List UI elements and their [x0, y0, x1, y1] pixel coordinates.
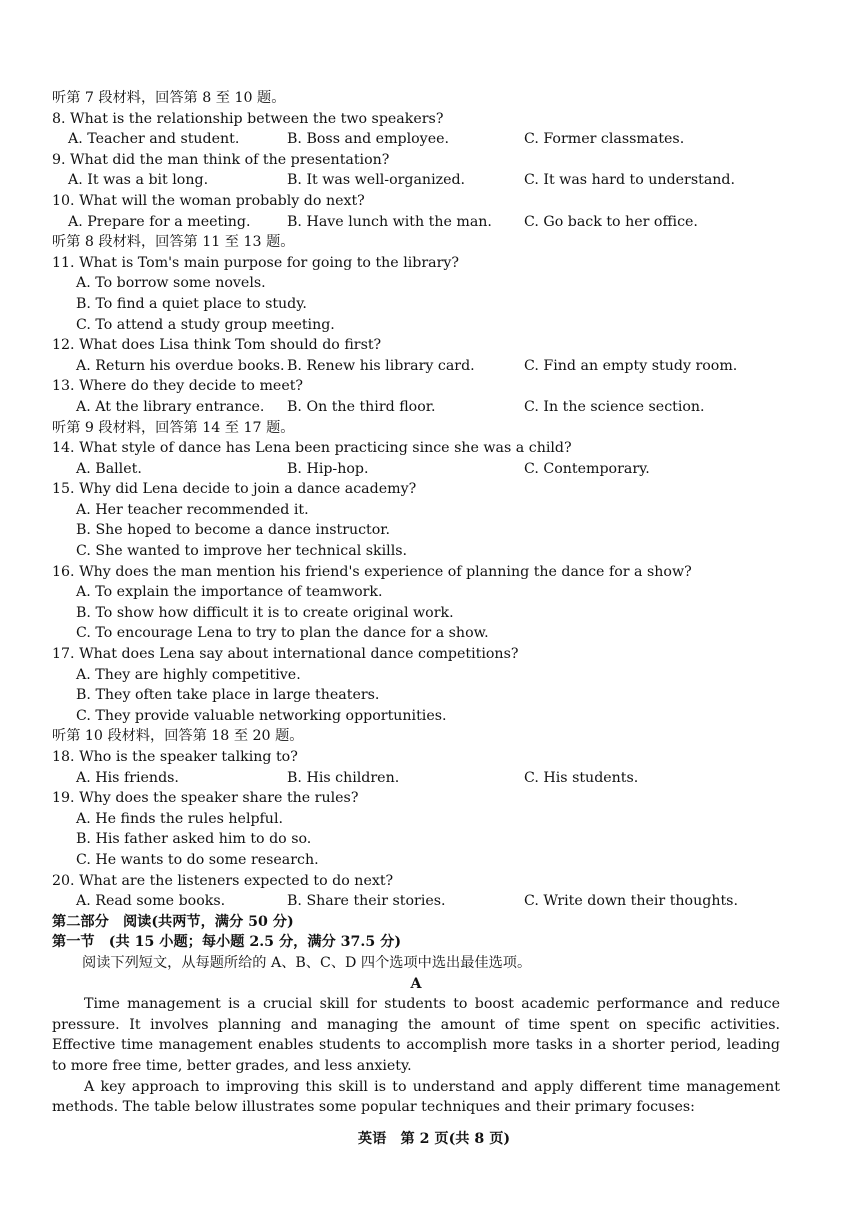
question-14: 14. What style of dance has Lena been practicing since she was a child?: [52, 440, 572, 457]
options-row-10: [52, 212, 780, 233]
section-heading-7: 听第 7 段材料，回答第 8 至 10 题。: [52, 90, 286, 106]
option-15c: C. She wanted to improve her technical skills.: [76, 543, 408, 560]
section-heading-9: 听第 9 段材料，回答第 14 至 17 题。: [52, 419, 295, 436]
option-8b: B. Boss and employee.: [287, 131, 449, 148]
question-9: 9. What did the man think of the presentation?: [52, 151, 390, 168]
options-row-9: [52, 170, 780, 191]
option-20b: B. Share their stories.: [287, 893, 446, 910]
option-19c: C. He wants to do some research.: [76, 851, 319, 868]
option-14c: C. Contemporary.: [524, 460, 650, 477]
question-10: 10. What will the woman probably do next?: [52, 192, 365, 209]
option-13b: B. On the third floor.: [287, 398, 436, 415]
option-15b: B. She hoped to become a dance instructor.: [76, 522, 391, 539]
options-row-12: [52, 356, 780, 377]
option-12c: C. Find an empty study room.: [524, 357, 738, 374]
option-8a: A. Teacher and student.: [68, 131, 240, 148]
part2-section1: 第一节 (共 15 小题；每小题 2.5 分，满分 37.5 分): [52, 934, 402, 951]
option-9b: B. It was well-organized.: [287, 172, 466, 189]
part2-title: 第二部分 阅读(共两节，满分 50 分): [52, 913, 294, 930]
option-20c: C. Write down their thoughts.: [524, 893, 738, 910]
option-16b: B. To show how difficult it is to create original work.: [76, 604, 454, 621]
option-8c: C. Former classmates.: [524, 131, 685, 148]
option-10b: B. Have lunch with the man.: [287, 213, 492, 230]
option-18a: A. His friends.: [76, 769, 179, 786]
page-content: [52, 88, 780, 1118]
question-20: 20. What are the listeners expected to do next?: [52, 872, 394, 889]
question-15: 15. Why did Lena decide to join a dance academy?: [52, 481, 417, 498]
option-9a: A. It was a bit long.: [68, 172, 209, 189]
page-footer: 英语 第 2 页(共 8 页): [357, 1131, 511, 1147]
option-14b: B. Hip-hop.: [287, 460, 369, 477]
option-10a: A. Prepare for a meeting.: [68, 213, 251, 230]
option-13c: C. In the science section.: [524, 398, 705, 415]
option-16c: C. To encourage Lena to try to plan the dance for a show.: [76, 625, 489, 642]
option-10c: C. Go back to her office.: [524, 213, 698, 230]
option-17b: B. They often take place in large theaters.: [76, 687, 380, 704]
option-18b: B. His children.: [287, 769, 400, 786]
option-11b: B. To find a quiet place to study.: [76, 295, 307, 312]
section-heading-8: 听第 8 段材料，回答第 11 至 13 题。: [52, 234, 295, 251]
option-11a: A. To borrow some novels.: [76, 275, 266, 292]
passage-paragraph-1: Time management is a crucial skill for students to boost academic performance and reduce pressure. It involves planning and managing the amount of time spent on specific activities. Effective time management enables students to accomplish more tasks in a shorter period, leading to more free time, better grades, and less anxiety.: [52, 996, 780, 1074]
options-row-14: [52, 459, 780, 480]
options-row-18: [52, 768, 780, 789]
option-13a: A. At the library entrance.: [76, 398, 265, 415]
question-19: 19. Why does the speaker share the rules?: [52, 790, 359, 807]
option-12b: B. Renew his library card.: [287, 357, 475, 374]
question-12: 12. What does Lisa think Tom should do first?: [52, 337, 382, 354]
options-row-8: [52, 129, 780, 150]
question-13: 13. Where do they decide to meet?: [52, 378, 304, 395]
section-heading-10: 听第 10 段材料，回答第 18 至 20 题。: [52, 728, 304, 745]
option-16a: A. To explain the importance of teamwork.: [76, 584, 383, 601]
option-17c: C. They provide valuable networking opportunities.: [76, 707, 447, 724]
option-11c: C. To attend a study group meeting.: [76, 316, 335, 333]
passage-paragraph-2: A key approach to improving this skill is to understand and apply different time management methods. The table below illustrates some popular techniques and their primary focuses:: [52, 1078, 780, 1116]
passage-label: A: [410, 975, 422, 992]
option-18c: C. His students.: [524, 769, 639, 786]
option-15a: A. Her teacher recommended it.: [76, 501, 309, 518]
question-17: 17. What does Lena say about international dance competitions?: [52, 646, 519, 663]
question-8: 8. What is the relationship between the two speakers?: [52, 110, 444, 127]
option-19a: A. He finds the rules helpful.: [76, 810, 283, 827]
question-18: 18. Who is the speaker talking to?: [52, 749, 298, 765]
options-row-20: [52, 891, 780, 912]
option-19b: B. His father asked him to do so.: [76, 831, 312, 848]
question-11: 11. What is Tom's main purpose for going to the library?: [52, 254, 460, 271]
option-14a: A. Ballet.: [76, 460, 142, 477]
option-17a: A. They are highly competitive.: [76, 666, 301, 683]
option-20a: A. Read some books.: [76, 893, 226, 910]
option-9c: C. It was hard to understand.: [524, 172, 736, 189]
part2-instruction: 阅读下列短文，从每题所给的 A、B、C、D 四个选项中选出最佳选项。: [82, 954, 532, 971]
options-row-13: [52, 397, 780, 418]
option-12a: A. Return his overdue books.: [76, 357, 285, 374]
question-16: 16. Why does the man mention his friend's experience of planning the dance for a show?: [52, 563, 692, 580]
